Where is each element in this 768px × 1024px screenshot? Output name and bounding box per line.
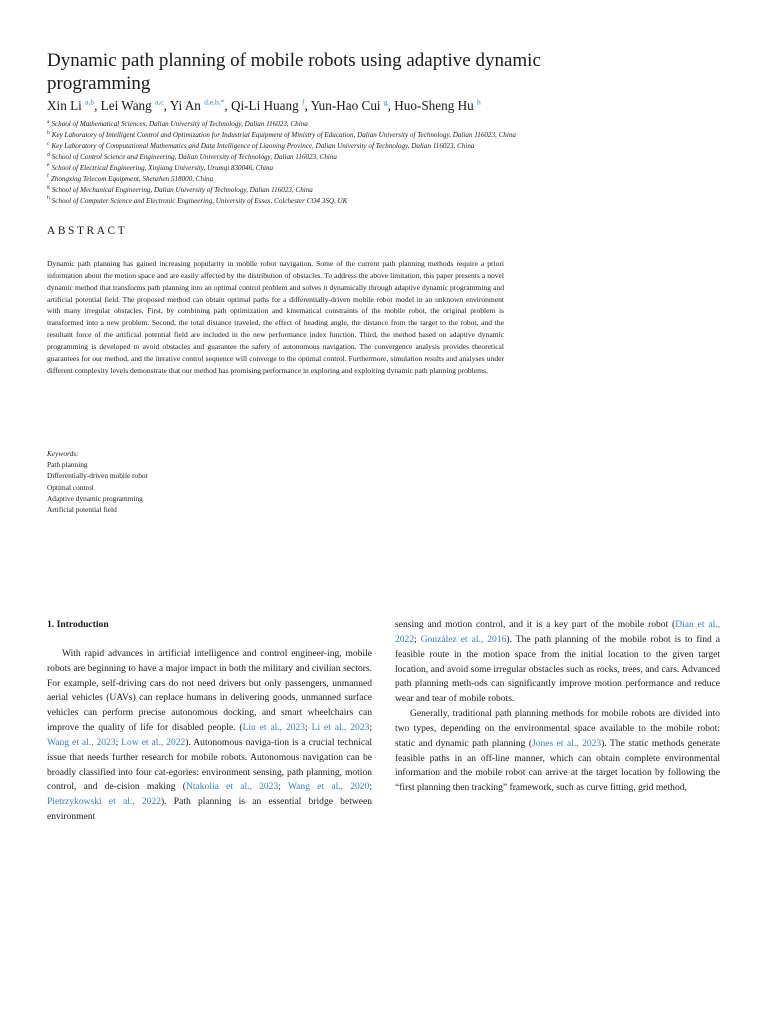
author-affiliation-marker[interactable]: g: [383, 97, 388, 107]
affiliation-item: [47, 185, 737, 196]
affiliation-item: [47, 130, 737, 141]
author-name: Qi-Li Huang: [230, 98, 303, 113]
keyword-item: Optimal control: [47, 482, 94, 492]
author-separator: ,: [163, 98, 170, 113]
author-name: Yi An: [169, 98, 205, 113]
intro-paragraph-1-continued: [395, 618, 720, 707]
author-name: Huo-Sheng Hu: [394, 98, 478, 113]
affiliation-item: [47, 174, 737, 185]
paragraph-text: ). Path planning is an essential bridge between environment: [47, 796, 372, 823]
author-name: Xin Li: [47, 98, 86, 113]
affiliation-item: [47, 152, 737, 163]
abstract-text: Dynamic path planning has gained increasing popularity in mobile robot navigation. Some of the current path planning methods require a priori information about the motion space and are easily affected by the distribution of obstacles. To address the above limitation, this paper presents a novel dynamic method that transforms path planning into an optimal control problem and solves it dynamically through adaptive dynamic programming and artificial potential field. The proposed method can obtain optimal paths for a differentially-driven mobile robot model in an unknown environment with many irregular obstacles. First, by combining path optimization and kinematical constraints of the mobile robot, the original problem is transformed into a new problem. Second, the total distance traveled, the effect of heading angle, the distance from the target to the robot, and the resultant force of the artificial potential field are included in the new performance index function. Third, the method based on adaptive dynamic programming is developed to avoid obstacles and guarantee the safety of autonomous navigation. The convergence analysis provides theoretical guarantees for our method, and the iterative control sequence will converge to the optimal control. Furthermore, simulation results and analyses under different complexity levels demonstrate that our method has promising performance in exploring and exploiting dynamic path planning problems.: [47, 259, 504, 375]
keywords-list: [47, 459, 148, 515]
paragraph-text: ). The static methods generate feasible paths in an off-line manner, which can obtain complete environmental information and the mobile robot can arrive at the target location by following the “first planning then tracking” framework, such as curve fitting, grid method,: [395, 737, 720, 794]
affiliation-key: c: [47, 140, 50, 147]
affiliation-key: e: [47, 162, 50, 169]
paragraph-text: sensing and motion control, and it is a key part of the mobile robot (: [395, 619, 676, 630]
affiliation-item: [47, 141, 737, 152]
paragraph-text: ;: [414, 633, 421, 645]
citation-link[interactable]: Pietrzykowski et al., 2022: [47, 796, 161, 808]
affiliation-key: d: [47, 151, 50, 158]
paragraph-text: ;: [115, 736, 122, 748]
citation-link[interactable]: Wang et al., 2023: [47, 736, 116, 748]
affiliation-key: a: [47, 118, 50, 125]
paragraph-text: With rapid advances in artificial intelligence and control engineer-ing, mobile robots are beginning to have a major impact in both the military and civilian sectors. For example, self-driving cars do not need drivers but only passengers, unmanned aerial vehicles (UAVs) can replace humans in delivering goods, unmanned surface vehicles can perform precise autonomous docking, and smart wheelchairs can improve the quality of life for disabled people. (: [47, 647, 372, 734]
author-separator: ,: [304, 98, 311, 113]
citation-link[interactable]: Ntakolia et al., 2023: [185, 781, 279, 793]
affiliation-key: f: [47, 173, 49, 180]
intro-paragraph-2: [395, 707, 720, 796]
keyword-item: Adaptive dynamic programming: [47, 493, 143, 503]
affiliation-text: Zhongxing Telecom Equipment, Shenzhen 518000, China: [50, 174, 214, 183]
keywords-heading: Keywords:: [47, 449, 79, 458]
author-name: Lei Wang: [100, 98, 156, 113]
citation-link[interactable]: Liu et al., 2023: [242, 722, 306, 734]
citation-link[interactable]: Dian et al., 2022: [395, 619, 720, 645]
paper-title: Dynamic path planning of mobile robots using adaptive dynamic programming: [47, 50, 541, 94]
affiliation-text: School of Mechanical Engineering, Dalian University of Technology, Dalian 116023, China: [51, 185, 313, 194]
author-separator: ,: [94, 98, 101, 113]
citation-link[interactable]: Low et al., 2022: [121, 736, 186, 748]
author-separator: ,: [224, 98, 231, 113]
paragraph-text: ;: [369, 781, 372, 793]
paragraph-text: ;: [369, 722, 372, 734]
keyword-item: Path planning: [47, 460, 88, 470]
intro-paragraph-1: [47, 647, 372, 825]
paragraph-text: Generally, traditional path planning methods for mobile robots are divided into two types, depending on the environmental space available to the mobile robot: static and dynamic path planning (: [395, 708, 720, 749]
section-heading-introduction: 1. Introduction: [47, 619, 109, 630]
author-separator: ,: [387, 98, 395, 113]
affiliation-text: School of Computer Science and Electronic Engineering, University of Essex, Colchester CO4 3SQ, UK: [51, 196, 348, 205]
affiliation-key: g: [47, 184, 50, 191]
author-affiliation-marker[interactable]: a,b: [85, 97, 95, 107]
citation-link[interactable]: Jones et al., 2023: [532, 737, 602, 749]
abstract-heading: ABSTRACT: [47, 225, 128, 237]
affiliation-key: h: [47, 195, 50, 202]
citation-link[interactable]: Li et al., 2023: [311, 722, 370, 734]
author-affiliation-marker[interactable]: f: [302, 97, 305, 107]
affiliation-text: Key Laboratory of Intelligent Control and Optimization for Industrial Equipment of Ministry of Education, Dalian University of Technology, Dalian 116023, China: [51, 130, 516, 139]
paragraph-text: ;: [305, 722, 312, 734]
author-name: Yun-Hao Cui: [310, 98, 384, 113]
keyword-item: Artificial potential field: [47, 505, 117, 515]
affiliation-text: School of Electrical Engineering, Xinjiang University, Urumqi 830046, China: [51, 163, 274, 172]
paragraph-text: ). Autonomous naviga-tion is a crucial technical issue that needs further research for mobile robots. Autonomous navigation can be broadly classified into four cat-egories: environment sensing, path planning, motion control, and de-cision making (: [47, 736, 372, 793]
affiliation-text: School of Mathematical Sciences, Dalian University of Technology, Dalian 116023, China: [51, 120, 308, 128]
citation-link[interactable]: González et al., 2016: [420, 633, 507, 645]
affiliation-item: [47, 196, 737, 207]
body-column-left: [47, 618, 372, 825]
author-affiliation-marker[interactable]: h: [477, 97, 481, 107]
affiliation-key: b: [47, 129, 50, 136]
author-list: [47, 97, 727, 114]
citation-link[interactable]: Wang et al., 2020: [287, 781, 370, 793]
paragraph-text: ). The path planning of the mobile robot is to find a feasible route in the motion space from the initial location to the given target location, and avoid some irregular obstacles such as rocks, trees, and cars. Advanced path planning meth-ods can significantly improve motion performance and reduce wear and tear of mobile robots.: [395, 633, 720, 705]
author-affiliation-marker[interactable]: d,e,b,*: [204, 97, 225, 107]
keywords-block: [47, 448, 148, 515]
affiliation-item: [47, 163, 737, 174]
affiliation-item: [47, 119, 737, 130]
body-column-right: [395, 618, 720, 796]
affiliation-text: Key Laboratory of Computational Mathematics and Data Intelligence of Liaoning Province, Dalian University of Technology, Dalian 116023, China: [51, 141, 475, 150]
author-affiliation-marker[interactable]: a,c: [155, 97, 164, 107]
keyword-item: Differentially-driven mobile robot: [47, 471, 148, 481]
affiliation-text: School of Control Science and Engineering, Dalian University of Technology, Dalian 116023, China: [51, 152, 337, 161]
paragraph-text: ;: [278, 781, 288, 793]
affiliation-list: [47, 119, 737, 207]
